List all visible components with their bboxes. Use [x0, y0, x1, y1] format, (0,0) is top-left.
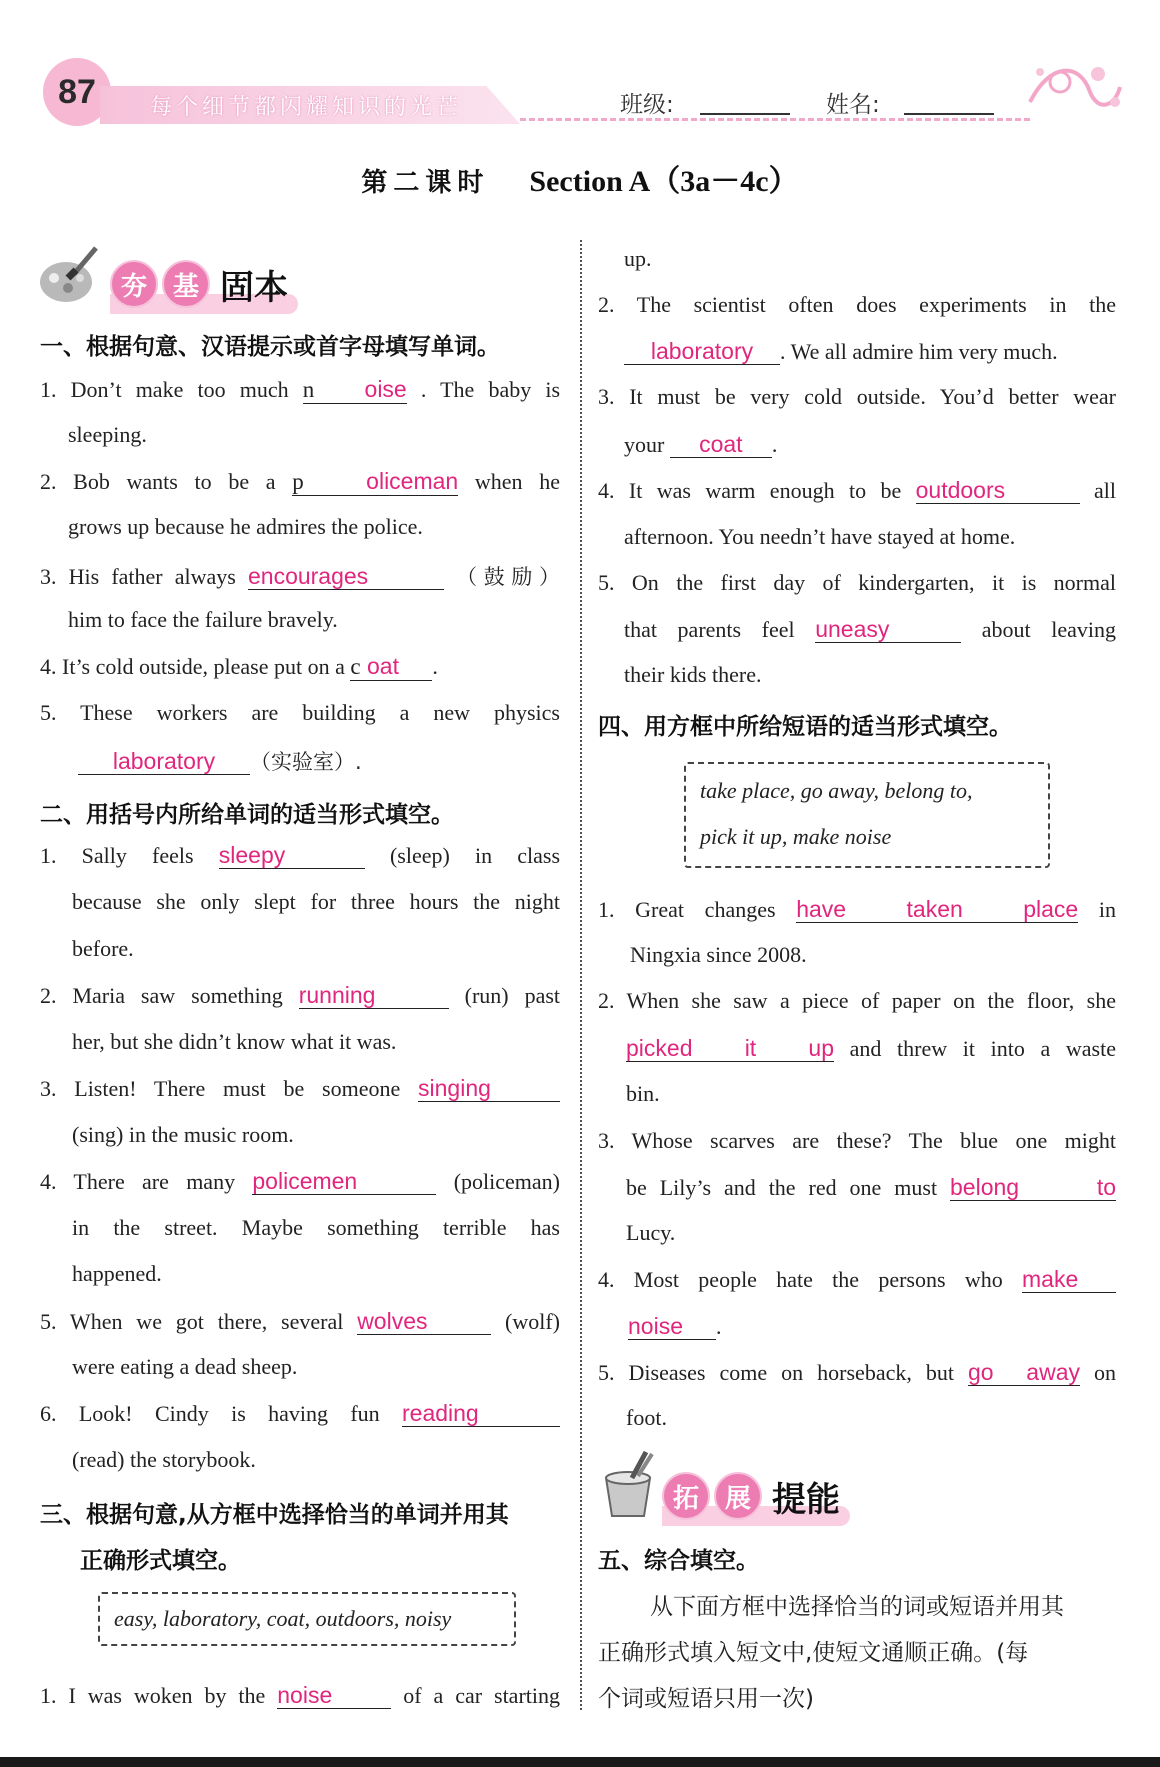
class-blank[interactable]: [700, 113, 790, 115]
section3-heading-line1: 三、根据句意,从方框中选择恰当的单词并用其: [40, 1502, 509, 1528]
s1-q3-line1: 3. His father always encourages （鼓励）: [40, 563, 561, 589]
s2-q5-answer[interactable]: wolves: [357, 1308, 491, 1335]
s2-q1-answer[interactable]: sleepy: [219, 842, 365, 869]
s1-q3-line2: him to face the failure bravely.: [68, 607, 338, 632]
s5-instruction-line2: 正确形式填入短文中,使短文通顺正确。(每: [598, 1640, 1029, 1666]
s2-q1-line2: because she only slept for three hours the night: [72, 889, 560, 914]
s4-q4-answer-part1[interactable]: make: [1022, 1266, 1116, 1293]
paint-bucket-icon: [600, 1450, 660, 1520]
name-blank[interactable]: [904, 113, 994, 115]
page-bottom-bar: [0, 1757, 1160, 1767]
s1-q2-answer[interactable]: p oliceman: [292, 468, 459, 494]
lesson-title: 第二课时 Section A（3a－4c）: [361, 165, 799, 198]
s3-q3-answer[interactable]: coat: [670, 431, 772, 458]
s1-q1-line1: 1. Don’t make too much n oise . The baby is: [40, 376, 561, 402]
s1-q1-answer[interactable]: n oise: [302, 376, 407, 402]
section2-heading: 二、用括号内所给单词的适当形式填空。: [40, 802, 454, 828]
s2-q5-line2: were eating a dead sheep.: [72, 1354, 298, 1379]
s3-q5-line2: that parents feel uneasy about leaving: [624, 616, 1116, 642]
page-number: 87: [43, 58, 111, 126]
s5-instruction-line1: 从下面方框中选择恰当的词或短语并用其: [650, 1594, 1064, 1620]
s2-q4-line2: in the street. Maybe something terrible has: [72, 1215, 560, 1240]
s3-q2-answer[interactable]: laboratory: [624, 338, 780, 365]
s3-q5-line1: 5. On the first day of kindergarten, it is normal: [598, 570, 1116, 595]
class-label: 班级:: [620, 92, 674, 118]
s4-q1-answer[interactable]: have taken place: [796, 896, 1079, 922]
s4-q4-answer-part2[interactable]: noise: [628, 1313, 716, 1340]
s4-phrase-box: take place, go away, belong to, pick it up, make noise: [684, 762, 1050, 868]
s1-q5-line1: 5. These workers are building a new physics: [40, 700, 560, 725]
s1-q5-answer[interactable]: laboratory: [78, 748, 250, 775]
s3-q2-line1: 2. The scientist often does experiments in the: [598, 292, 1116, 317]
s4-q2-line3: bin.: [626, 1081, 660, 1106]
s1-q3-answer[interactable]: encourages: [248, 563, 444, 590]
s3-q1-answer[interactable]: noise: [277, 1682, 391, 1709]
s3-q4-answer[interactable]: outdoors: [916, 477, 1080, 504]
name-label: 姓名:: [826, 92, 880, 118]
header-dashed-line: [520, 118, 1030, 121]
s2-q6-line1: 6. Look! Cindy is having fun reading: [40, 1400, 560, 1427]
palette-brush-icon: [38, 244, 100, 306]
s2-q5-line1: 5. When we got there, several wolves (wolf): [40, 1308, 561, 1334]
s4-q4-line1: 4. Most people hate the persons who make: [598, 1266, 1116, 1293]
s4-q1-line1: 1. Great changes have taken place in: [598, 896, 1117, 922]
s3-q4-line2: afternoon. You needn’t have stayed at home.: [624, 524, 1016, 549]
s2-q1-line3: before.: [72, 936, 134, 961]
s1-q4-answer[interactable]: c oat: [350, 653, 432, 681]
section3-heading-line2: 正确形式填空。: [80, 1548, 241, 1574]
s2-q2-line1: 2. Maria saw something running (run) past: [40, 982, 561, 1008]
s4-q2-line2: picked it up and threw it into a waste: [626, 1035, 1116, 1061]
section1-heading: 一、根据句意、汉语提示或首字母填写单词。: [40, 334, 500, 360]
s2-q6-answer[interactable]: reading: [402, 1400, 560, 1427]
s2-q2-line2: her, but she didn’t know what it was.: [72, 1029, 397, 1054]
s4-q3-line2: be Lily’s and the red one must belong to: [626, 1174, 1117, 1200]
s3-q2-line2: laboratory . We all admire him very much.: [624, 338, 1058, 365]
s4-q3-answer[interactable]: belong to: [950, 1174, 1117, 1200]
s4-q2-answer[interactable]: picked it up: [626, 1035, 834, 1061]
s4-q5-line1: 5. Diseases come on horseback, but go away on: [598, 1359, 1117, 1385]
s3-q5-answer[interactable]: uneasy: [815, 616, 961, 643]
s2-q3-answer[interactable]: singing: [418, 1075, 560, 1102]
s4-q5-answer[interactable]: go away: [968, 1359, 1080, 1385]
s3-q5-line3: their kids there.: [624, 662, 762, 687]
s3-word-box: easy, laboratory, coat, outdoors, noisy: [98, 1592, 516, 1646]
s1-q1-line2: sleeping.: [68, 422, 147, 447]
s3-q3-line1: 3. It must be very cold outside. You’d better wear: [598, 384, 1116, 409]
s2-q4-line1: 4. There are many policemen (policeman): [40, 1168, 560, 1194]
s2-q3-line2: (sing) in the music room.: [72, 1122, 294, 1147]
s4-q3-line1: 3. Whose scarves are these? The blue one might: [598, 1128, 1116, 1153]
section-badge-extend: 拓 展 提能: [662, 1470, 840, 1522]
section5-heading: 五、综合填空。: [598, 1548, 759, 1574]
s4-q5-line2: foot.: [626, 1405, 667, 1430]
s5-instruction-line3: 个词或短语只用一次): [598, 1686, 814, 1712]
s2-q3-line1: 3. Listen! There must be someone singing: [40, 1075, 560, 1102]
column-divider: [580, 240, 582, 1710]
s4-q3-line3: Lucy.: [626, 1220, 676, 1245]
s3-q1-line2: up.: [624, 246, 652, 271]
s3-q4-line1: 4. It was warm enough to be outdoors all: [598, 477, 1116, 503]
section-badge-basic: 夯 基 固本: [110, 258, 288, 310]
header-slogan: 每个细节都闪耀知识的光芒: [150, 95, 463, 120]
s1-q5-line2: laboratory （实验室）.: [78, 746, 362, 776]
s1-q2-line2: grows up because he admires the police.: [68, 514, 423, 539]
s2-q1-line1: 1. Sally feels sleepy (sleep) in class: [40, 842, 561, 868]
section4-heading: 四、用方框中所给短语的适当形式填空。: [598, 714, 1012, 740]
s4-q1-line2: Ningxia since 2008.: [630, 942, 807, 967]
s3-q3-line2: your coat .: [624, 431, 778, 457]
s4-q2-line1: 2. When she saw a piece of paper on the floor, she: [598, 988, 1116, 1013]
s3-q1-line1: 1. I was woken by the noise of a car starting: [40, 1682, 560, 1708]
s2-q6-line2: (read) the storybook.: [72, 1447, 256, 1472]
s2-q2-answer[interactable]: running: [299, 982, 449, 1009]
floral-ornament-icon: [1020, 52, 1130, 122]
s1-q4-line1: 4. It’s cold outside, please put on a c oat .: [40, 653, 438, 679]
s2-q4-line3: happened.: [72, 1261, 162, 1286]
s4-q4-line2: noise .: [628, 1313, 722, 1339]
s2-q4-answer[interactable]: policemen: [252, 1168, 436, 1195]
s1-q2-line1: 2. Bob wants to be a p oliceman when he: [40, 468, 561, 494]
